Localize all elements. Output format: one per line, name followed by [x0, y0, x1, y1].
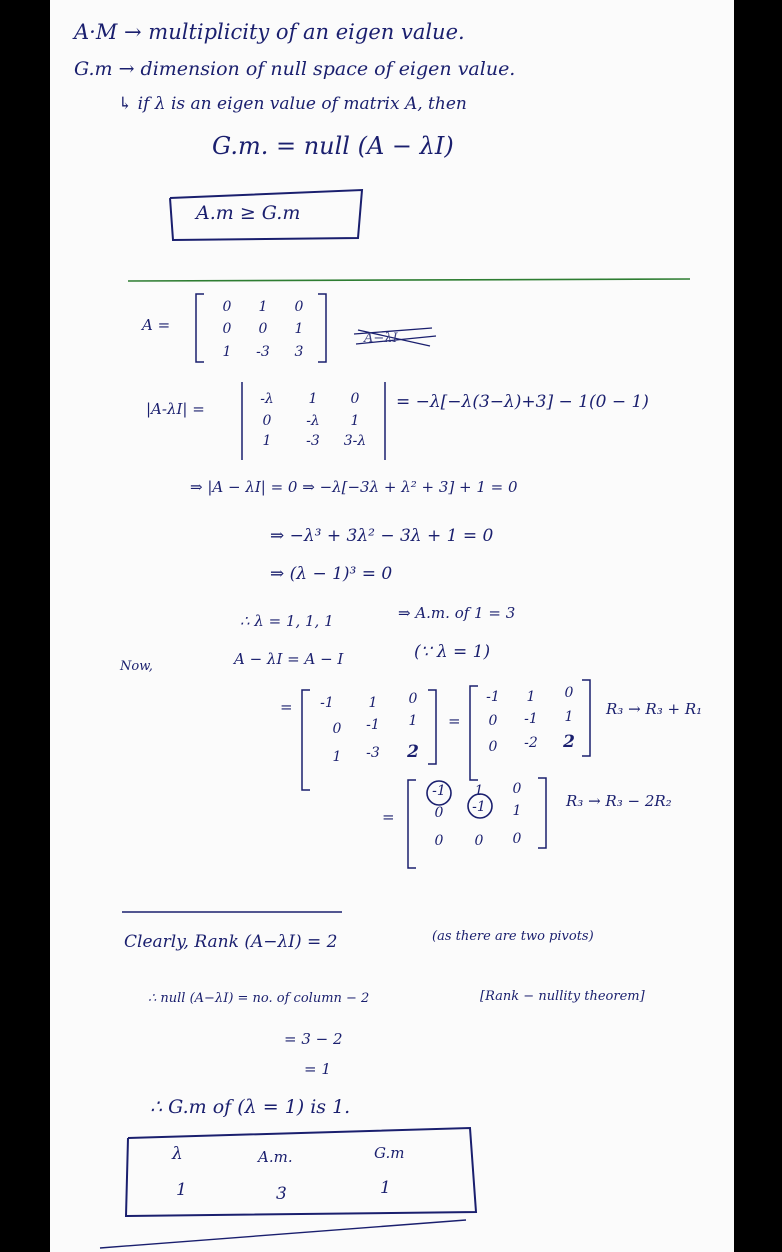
m3-cell: -1 [472, 799, 486, 815]
m3-cell: 0 [434, 833, 444, 849]
nullity-step-a: = 3 − 2 [284, 1030, 343, 1048]
m1-cell: -1 [320, 695, 334, 711]
m1-cell: 0 [332, 721, 342, 737]
summary-table-border [126, 1128, 476, 1216]
characteristic-step-3: ⇒ (λ − 1)³ = 0 [270, 564, 393, 584]
m2-cell: 0 [564, 685, 574, 701]
m1-cell: -3 [366, 745, 380, 761]
m3-cell: 0 [474, 833, 484, 849]
crossed-out-text: A−λI [364, 331, 398, 346]
green-separator-line [128, 279, 690, 281]
row-operation-2: R₃ → R₃ − 2R₂ [566, 792, 672, 810]
m2-cell: 0 [488, 713, 498, 729]
gm-formula: G.m. = null (A − λI) [212, 132, 454, 160]
bottom-stroke [100, 1220, 466, 1248]
equals-sign: = [448, 712, 461, 730]
now-label: Now, [120, 659, 153, 674]
det-cell: 1 [308, 391, 318, 407]
m3-cell: 1 [474, 783, 484, 799]
am-gm-inequality: A.m ≥ G.m [196, 202, 301, 224]
matrix-a-cell: 0 [258, 321, 268, 337]
m2-cell: -1 [524, 711, 538, 727]
m1-cell: 1 [332, 749, 342, 765]
m1-cell: -1 [366, 717, 380, 733]
theorem-note: [Rank − nullity theorem] [480, 989, 645, 1004]
matrix-a-cell: 1 [294, 321, 304, 337]
m1-cell: 1 [408, 713, 418, 729]
table-value-lambda: 1 [176, 1180, 187, 1200]
m3-cell: 1 [512, 803, 522, 819]
matrix-a-right-bracket [318, 294, 326, 362]
m2-cell: -2 [524, 735, 538, 751]
det-cell: 0 [262, 413, 272, 429]
matrix-a-cell: 3 [294, 344, 304, 360]
det-cell: -λ [306, 413, 320, 429]
eigenvalue-roots: ∴ λ = 1, 1, 1 [240, 612, 334, 630]
det-expansion: = −λ[−λ(3−λ)+3] − 1(0 − 1) [396, 392, 649, 412]
table-header-am: A.m. [258, 1148, 293, 1166]
det-cell: 1 [262, 433, 272, 449]
det-cell: -3 [306, 433, 320, 449]
det-cell: 3-λ [343, 433, 367, 449]
a-minus-lambda-i: A − λI = A − I [234, 650, 344, 668]
m3-left-bracket [408, 780, 416, 868]
det-cell: -λ [260, 391, 274, 407]
m3-cell: 0 [512, 831, 522, 847]
m3-cell: 0 [512, 781, 522, 797]
m2-cell: 1 [564, 709, 574, 725]
nullity-statement: ∴ null (A−λI) = no. of column − 2 [148, 991, 370, 1006]
matrix-a-cell: 1 [222, 344, 232, 360]
eigen-condition: ↳ if λ is an eigen value of matrix A, then [118, 94, 467, 114]
matrix-a-cell: 0 [294, 299, 304, 315]
m3-right-bracket [538, 778, 546, 848]
am-result: ⇒ A.m. of 1 = 3 [398, 604, 516, 622]
m1-cell: 1 [368, 695, 378, 711]
table-header-lambda: λ [172, 1144, 183, 1164]
characteristic-step-1: ⇒ |A − λI| = 0 ⇒ −λ[−3λ + λ² + 3] + 1 = 0 [190, 478, 518, 496]
determinant-label: |A-λI| = [146, 400, 205, 418]
m3-cell: -1 [432, 783, 446, 799]
equals-sign: = [280, 698, 293, 716]
lambda-condition: (∵ λ = 1) [414, 642, 491, 662]
gm-definition: G.m → dimension of null space of eigen value. [74, 58, 516, 80]
table-header-gm: G.m [374, 1144, 405, 1162]
m3-cell: 0 [434, 805, 444, 821]
m2-cell: -1 [486, 689, 500, 705]
characteristic-step-2: ⇒ −λ³ + 3λ² − 3λ + 1 = 0 [270, 526, 494, 546]
table-value-am: 3 [276, 1184, 287, 1204]
matrix-a-left-bracket [196, 294, 204, 362]
am-definition: A·M → multiplicity of an eigen value. [74, 20, 465, 44]
matrix-a-cell: 1 [258, 299, 268, 315]
table-value-gm: 1 [380, 1178, 391, 1198]
m2-cell: 0 [488, 739, 498, 755]
det-cell: 0 [350, 391, 360, 407]
m1-cell: 2 [407, 742, 419, 762]
matrix-a-cell: 0 [222, 321, 232, 337]
m1-left-bracket [302, 690, 310, 790]
m2-cell: 2 [563, 732, 575, 752]
m2-cell: 1 [526, 689, 536, 705]
det-cell: 1 [350, 413, 360, 429]
rank-statement: Clearly, Rank (A−λI) = 2 [124, 932, 338, 952]
matrix-a-cell: -3 [256, 344, 270, 360]
gm-result: ∴ G.m of (λ = 1) is 1. [150, 1096, 351, 1118]
matrix-a-label: A = [142, 316, 171, 334]
rank-reason: (as there are two pivots) [432, 929, 594, 944]
matrix-a-cell: 0 [222, 299, 232, 315]
nullity-step-b: = 1 [304, 1060, 331, 1078]
equals-sign: = [382, 808, 395, 826]
m1-cell: 0 [408, 691, 418, 707]
row-operation-1: R₃ → R₃ + R₁ [606, 700, 703, 718]
